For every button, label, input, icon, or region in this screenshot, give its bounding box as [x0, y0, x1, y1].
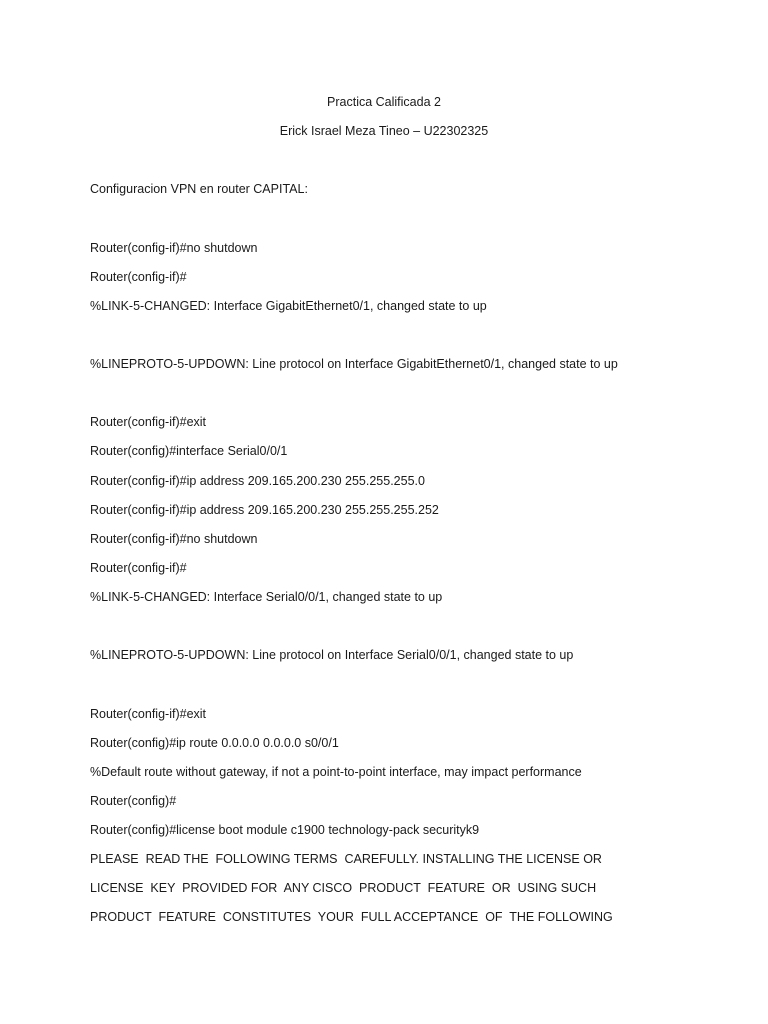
- text-line: Router(config-if)#: [90, 270, 187, 284]
- text-line: LICENSE KEY PROVIDED FOR ANY CISCO PRODUCT FEATURE OR USING SUCH: [90, 881, 597, 895]
- text-line: Router(config-if)#ip address 209.165.200.230 255.255.255.0: [90, 474, 425, 488]
- text-line: Router(config-if)#no shutdown: [90, 532, 258, 546]
- text-line: Router(config)#: [90, 794, 177, 808]
- text-line: Router(config-if)#no shutdown: [90, 241, 258, 255]
- section-heading: Configuracion VPN en router CAPITAL:: [90, 182, 308, 196]
- text-line: %Default route without gateway, if not a point-to-point interface, may impact performance: [90, 765, 582, 779]
- text-line: Router(config-if)#exit: [90, 707, 207, 721]
- text-line: Router(config-if)#exit: [90, 415, 207, 429]
- author-line: Erick Israel Meza Tineo – U22302325: [279, 124, 489, 138]
- document-title: Practica Calificada 2: [327, 95, 441, 109]
- text-line: %LINK-5-CHANGED: Interface GigabitEthernet0/1, changed state to up: [90, 299, 487, 313]
- text-line: Router(config)#license boot module c1900 technology-pack securityk9: [90, 823, 480, 837]
- text-line: PRODUCT FEATURE CONSTITUTES YOUR FULL ACCEPTANCE OF THE FOLLOWING: [90, 910, 613, 924]
- text-line: Router(config-if)#: [90, 561, 187, 575]
- text-line: Router(config)#interface Serial0/0/1: [90, 444, 288, 458]
- text-line: Router(config)#ip route 0.0.0.0 0.0.0.0 s0/0/1: [90, 736, 339, 750]
- text-line: Router(config-if)#ip address 209.165.200.230 255.255.255.252: [90, 503, 439, 517]
- text-line: %LINEPROTO-5-UPDOWN: Line protocol on Interface Serial0/0/1, changed state to up: [90, 648, 574, 662]
- text-line: %LINEPROTO-5-UPDOWN: Line protocol on Interface GigabitEthernet0/1, changed state to up: [90, 357, 618, 371]
- text-line: %LINK-5-CHANGED: Interface Serial0/0/1, changed state to up: [90, 590, 443, 604]
- text-line: PLEASE READ THE FOLLOWING TERMS CAREFULLY. INSTALLING THE LICENSE OR: [90, 852, 602, 866]
